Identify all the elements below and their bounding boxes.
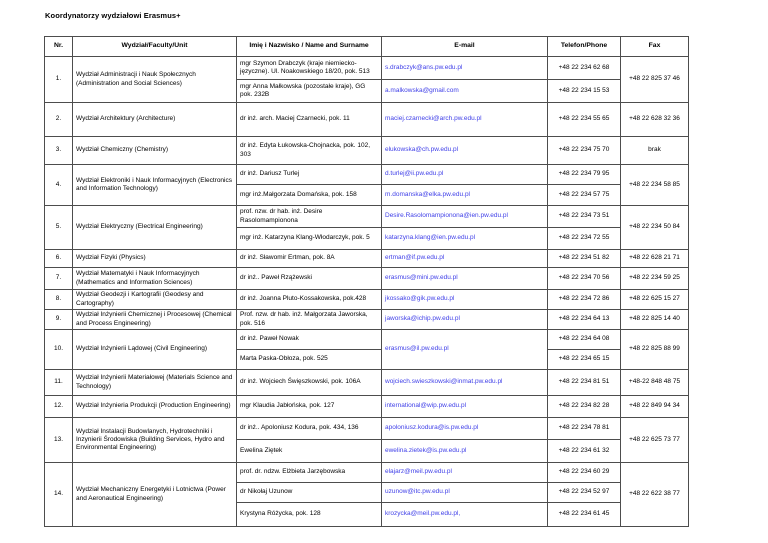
row-number: 6. xyxy=(45,250,73,268)
unit-cell: Wydział Elektryczny (Electrical Engineering) xyxy=(73,206,237,250)
email-link[interactable]: uzunow@itc.pw.edu.pl xyxy=(385,488,450,496)
email-cell xyxy=(382,185,548,206)
email-link[interactable]: erasmus@il.pw.edu.pl xyxy=(385,345,449,353)
table-row xyxy=(45,370,689,396)
phone-cell: +48 22 234 64 13 xyxy=(548,310,621,330)
page-title: Koordynatorzy wydziałowi Erasmus+ xyxy=(45,11,181,20)
person-name-cell: dr inż. Edyta Łukowska-Chojnacka, pok. 102, 303 xyxy=(237,137,382,165)
header-email: E-mail xyxy=(382,37,548,57)
phone-cell: +48 22 234 79 95 xyxy=(548,165,621,185)
fax-cell: +48 22 625 73 77 xyxy=(621,418,689,463)
row-number: 11. xyxy=(45,370,73,396)
unit-cell: Wydział Inżynierii Lądowej (Civil Engineering) xyxy=(73,330,237,370)
row-number: 8. xyxy=(45,290,73,310)
phone-cell: +48 22 234 60 29 xyxy=(548,463,621,483)
row-number: 4. xyxy=(45,165,73,206)
row-number: 13. xyxy=(45,418,73,463)
row-number: 3. xyxy=(45,137,73,165)
row-number: 1. xyxy=(45,57,73,103)
email-cell xyxy=(382,137,548,165)
person-name-cell: mgr Klaudia Jabłońska, pok. 127 xyxy=(237,396,382,418)
person-name-cell: dr inż.. Apoloniusz Kodura, pok. 434, 136 xyxy=(237,418,382,440)
header-nr: Nr. xyxy=(45,37,73,57)
person-name-cell: mgr inż.Małgorzata Domańska, pok. 158 xyxy=(237,185,382,206)
email-link[interactable]: elukowska@ch.pw.edu.pl xyxy=(385,146,459,154)
person-name-cell: dr Nikołaj Uzunow xyxy=(237,483,382,503)
unit-cell: Wydział Matematyki i Nauk Informacyjnych (Mathematics and Information Sciences) xyxy=(73,268,237,290)
fax-cell: +48 22 628 32 36 xyxy=(621,103,689,137)
email-link[interactable]: a.malkowska@gmail.com xyxy=(385,86,459,94)
person-name-cell: dr inż. Joanna Pluto-Kossakowska, pok.428 xyxy=(237,290,382,310)
email-link[interactable]: krozycka@meil.pw.edu.pl, xyxy=(385,510,461,518)
header-fax: Fax xyxy=(621,37,689,57)
table-row xyxy=(45,396,689,418)
email-cell xyxy=(382,310,548,330)
table-row xyxy=(45,418,689,440)
row-number: 12. xyxy=(45,396,73,418)
email-cell xyxy=(382,206,548,228)
person-name-cell: mgr Anna Małkowska (pozostałe kraje), GG pok. 232B xyxy=(237,80,382,103)
coordinators-table xyxy=(44,36,689,527)
email-link[interactable]: ewelina.zietek@is.pw.edu.pl xyxy=(385,446,467,454)
email-link[interactable]: Desire.Rasolomampionona@ien.pw.edu.pl xyxy=(385,212,508,220)
phone-cell: +48 22 234 64 08 xyxy=(548,330,621,350)
email-cell xyxy=(382,396,548,418)
phone-cell: +48 22 234 78 81 xyxy=(548,418,621,440)
phone-cell: +48 22 234 52 97 xyxy=(548,483,621,503)
email-link[interactable]: s.drabczyk@ans.pw.edu.pl xyxy=(385,63,463,71)
unit-cell: Wydział Mechaniczny Energetyki i Lotnictwa (Power and Aeronautical Engineering) xyxy=(73,463,237,527)
phone-cell: +48 22 234 15 53 xyxy=(548,80,621,103)
table-row xyxy=(45,463,689,483)
person-name-cell: dr inż. Wojciech Święszkowski, pok. 106A xyxy=(237,370,382,396)
person-name-cell: dr inż. arch. Maciej Czarnecki, pok. 11 xyxy=(237,103,382,137)
person-name-cell: dr inż. Sławomir Ertman, pok. 8A xyxy=(237,250,382,268)
unit-cell: Wydział Instalacji Budowlanych, Hydrotechniki i Inzynierii Środowiska (Building Services, Hydro and Environmental Engineering) xyxy=(73,418,237,463)
header-unit: Wydział/Faculty/Unit xyxy=(73,37,237,57)
email-link[interactable]: apoloniusz.kodura@is.pw.edu.pl xyxy=(385,424,479,432)
email-link[interactable]: m.domanska@elka.pw.edu.pl xyxy=(385,190,471,198)
phone-cell: +48 22 234 62 68 xyxy=(548,57,621,80)
email-link[interactable]: wojciech.swieszkowski@inmat.pw.edu.pl xyxy=(385,378,503,386)
person-name-cell: mgr inż. Katarzyna Klang-Włodarczyk, pok. 5 xyxy=(237,228,382,250)
unit-cell: Wydział Administracji i Nauk Społecznych (Administration and Social Sciences) xyxy=(73,57,237,103)
email-link[interactable]: jaworska@ichip.pw.edu.pl xyxy=(385,315,460,323)
row-number: 10. xyxy=(45,330,73,370)
phone-cell: +48 22 234 51 82 xyxy=(548,250,621,268)
unit-cell: Wydział Geodezji i Kartografii (Geodesy and Cartography) xyxy=(73,290,237,310)
phone-cell: +48 22 234 72 86 xyxy=(548,290,621,310)
unit-cell: Wydział Elektroniki i Nauk Informacyjnych (Electronics and Information Technology) xyxy=(73,165,237,206)
table-row xyxy=(45,310,689,330)
email-link[interactable]: international@wip.pw.edu.pl xyxy=(385,402,467,410)
fax-cell: +48 22 234 59 25 xyxy=(621,268,689,290)
email-cell xyxy=(382,57,548,80)
phone-cell: +48 22 234 57 75 xyxy=(548,185,621,206)
table-row xyxy=(45,250,689,268)
table-row xyxy=(45,268,689,290)
table-row xyxy=(45,165,689,185)
person-name-cell: Prof. nzw. dr hab. inż. Małgorzata Jaworska, pok. 516 xyxy=(237,310,382,330)
person-name-cell: dr inż.. Paweł Rzążewski xyxy=(237,268,382,290)
table-row xyxy=(45,330,689,350)
row-number: 7. xyxy=(45,268,73,290)
fax-cell: +48 22 825 88 99 xyxy=(621,330,689,370)
email-cell xyxy=(382,463,548,483)
phone-cell: +48 22 234 61 45 xyxy=(548,503,621,527)
header-phone: Telefon/Phone xyxy=(548,37,621,57)
person-name-cell: Ewelina Ziętek xyxy=(237,440,382,463)
email-link[interactable]: erasmus@mini.pw.edu.pl xyxy=(385,274,458,282)
person-name-cell: dr inż. Dariusz Turlej xyxy=(237,165,382,185)
table-header-row xyxy=(45,37,689,57)
person-name-cell: mgr Szymon Drabczyk (kraje niemiecko-języczne). Ul. Noakowskiego 18/20, pok. 513 xyxy=(237,57,382,80)
email-link[interactable]: maciej.czarnecki@arch.pw.edu.pl xyxy=(385,115,482,123)
email-cell xyxy=(382,418,548,440)
fax-cell: +48 22 234 58 85 xyxy=(621,165,689,206)
email-cell xyxy=(382,370,548,396)
table-row xyxy=(45,57,689,80)
email-cell xyxy=(382,330,548,370)
unit-cell: Wydział Inżynierii Materiałowej (Materials Science and Technology) xyxy=(73,370,237,396)
fax-cell: +48 22 625 15 27 xyxy=(621,290,689,310)
row-number: 2. xyxy=(45,103,73,137)
fax-cell: +48 22 234 50 84 xyxy=(621,206,689,250)
email-cell xyxy=(382,268,548,290)
person-name-cell: prof. nzw. dr hab. inż. Desire Rasolomampionona xyxy=(237,206,382,228)
unit-cell: Wydział Architektury (Architecture) xyxy=(73,103,237,137)
email-cell xyxy=(382,228,548,250)
fax-cell: brak xyxy=(621,137,689,165)
phone-cell: +48 22 234 55 65 xyxy=(548,103,621,137)
email-link[interactable]: ertman@if.pw.edu.pl xyxy=(385,254,445,262)
phone-cell: +48 22 234 82 28 xyxy=(548,396,621,418)
fax-cell: +48 22 849 94 34 xyxy=(621,396,689,418)
fax-cell: +48-22 848 48 75 xyxy=(621,370,689,396)
fax-cell: +48 22 825 37 46 xyxy=(621,57,689,103)
email-link[interactable]: jkossako@gik.pw.edu.pl xyxy=(385,295,455,303)
email-cell xyxy=(382,483,548,503)
phone-cell: +48 22 234 72 55 xyxy=(548,228,621,250)
unit-cell: Wydział Inżynierii Chemicznej i Procesowej (Chemical and Process Engineering) xyxy=(73,310,237,330)
email-cell xyxy=(382,165,548,185)
email-cell xyxy=(382,503,548,527)
person-name-cell: Marta Paska-Obłoza, pok. 525 xyxy=(237,350,382,370)
phone-cell: +48 22 234 81 51 xyxy=(548,370,621,396)
row-number: 9. xyxy=(45,310,73,330)
phone-cell: +48 22 234 75 70 xyxy=(548,137,621,165)
email-cell xyxy=(382,80,548,103)
table-row xyxy=(45,137,689,165)
email-cell xyxy=(382,440,548,463)
phone-cell: +48 22 234 65 15 xyxy=(548,350,621,370)
fax-cell: +48 22 825 14 40 xyxy=(621,310,689,330)
unit-cell: Wydział Inżynieria Produkcji (Production Engineering) xyxy=(73,396,237,418)
person-name-cell: prof. dr. ndzw. Elżbieta Jarzębowska xyxy=(237,463,382,483)
person-name-cell: dr inż. Paweł Nowak xyxy=(237,330,382,350)
row-number: 5. xyxy=(45,206,73,250)
email-link[interactable]: katarzyna.klang@ien.pw.edu.pl xyxy=(385,234,476,242)
unit-cell: Wydział Chemiczny (Chemistry) xyxy=(73,137,237,165)
table-row xyxy=(45,206,689,228)
header-name: Imię i Nazwisko / Name and Surname xyxy=(237,37,382,57)
table-row xyxy=(45,290,689,310)
row-number: 14. xyxy=(45,463,73,527)
phone-cell: +48 22 234 73 51 xyxy=(548,206,621,228)
fax-cell: +48 22 628 21 71 xyxy=(621,250,689,268)
fax-cell: +48 22 622 38 77 xyxy=(621,463,689,527)
email-cell xyxy=(382,290,548,310)
table-row xyxy=(45,103,689,137)
email-link[interactable]: d.turlej@ii.pw.edu.pl xyxy=(385,170,444,178)
phone-cell: +48 22 234 70 56 xyxy=(548,268,621,290)
email-cell xyxy=(382,250,548,268)
person-name-cell: Krystyna Różycka, pok. 128 xyxy=(237,503,382,527)
unit-cell: Wydział Fizyki (Physics) xyxy=(73,250,237,268)
email-link[interactable]: elajarz@meil.pw.edu.pl xyxy=(385,468,452,476)
email-cell xyxy=(382,103,548,137)
phone-cell: +48 22 234 61 32 xyxy=(548,440,621,463)
